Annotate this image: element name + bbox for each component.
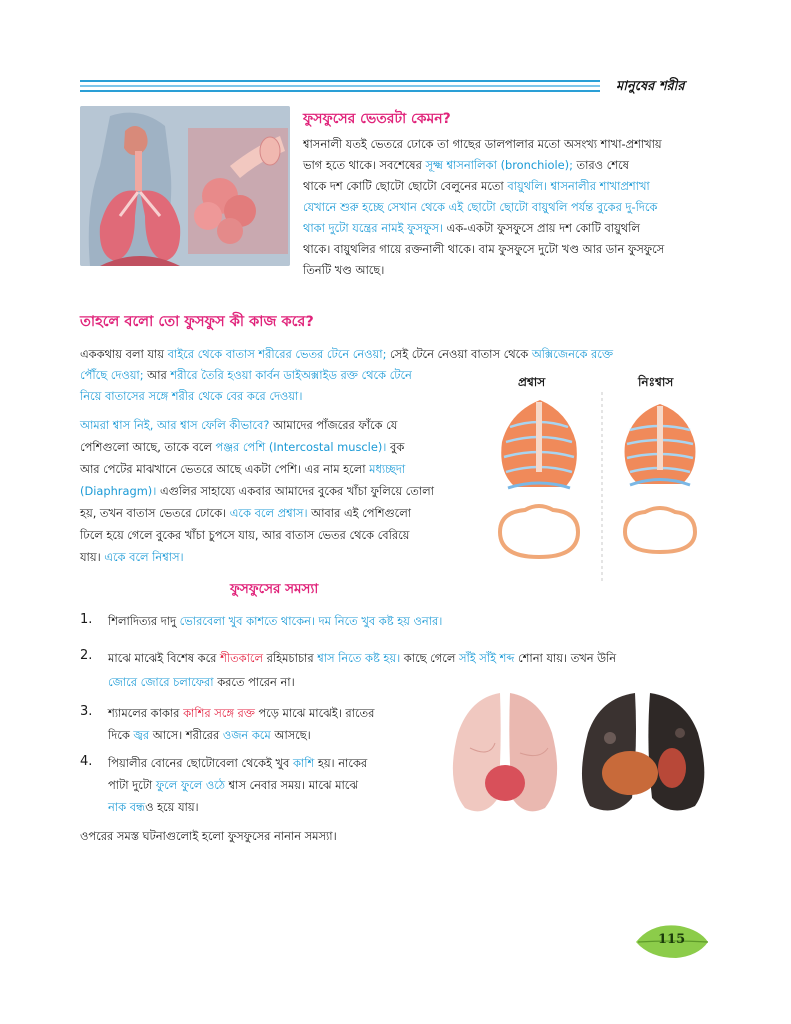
- text-span: থাকে দশ কোটি ছোটো ছোটো বেলুনের মতো: [303, 179, 508, 193]
- text-line: [303, 155, 723, 176]
- text-span: দিকে: [108, 728, 134, 742]
- highlighted-term: শ্বাস নিতে কষ্ট হয়।: [317, 651, 401, 665]
- text-span: আসে। শরীরের: [149, 728, 223, 742]
- text-span: শ্বাস নেবার সময়। মাঝে মাঝে: [224, 778, 358, 792]
- text-line: [303, 176, 723, 197]
- text-line: [80, 502, 480, 524]
- text-span: এককথায় বলা যায়: [80, 347, 168, 361]
- highlighted-term: সাঁই সাঁই শব্দ: [458, 651, 515, 665]
- highlighted-term: আমরা শ্বাস নিই, আর শ্বাস ফেলি কীভাবে?: [80, 418, 270, 432]
- text-span: পাটা দুটো: [108, 778, 156, 792]
- inhale-label: প্রশ্বাস: [518, 375, 546, 389]
- text-span: শ্যামলের কাকার: [108, 706, 184, 720]
- header-rule: [80, 80, 600, 96]
- text-line: [108, 724, 374, 746]
- text-line: [80, 480, 480, 502]
- ribcage-inhale: [500, 400, 578, 557]
- text-line: [80, 546, 480, 568]
- section2-body: [80, 414, 480, 568]
- text-span: রহিমচাচার: [262, 651, 318, 665]
- highlighted-term: যেখানে শুরু হচ্ছে সেখান থেকে এই ছোটো ছোটো বায়ুথলি পর্যন্ত বুকের দু-দিকে: [303, 200, 658, 214]
- list-number: 2.: [80, 648, 93, 663]
- text-span: আর: [143, 368, 171, 382]
- text-line: [303, 218, 723, 239]
- text-span: হয়। নাকের: [314, 756, 368, 770]
- highlighted-term: সূক্ষ্ম শ্বাসনালিকা (bronchiole);: [425, 158, 573, 172]
- text-line: [108, 610, 442, 632]
- text-span: যায়।: [80, 550, 105, 564]
- list-item-text: [108, 610, 442, 632]
- text-span: শোনা যায়। তখন উনি: [514, 651, 617, 665]
- highlighted-term: বায়ুথলি।: [507, 179, 547, 193]
- text-span: তিনটি খণ্ড আছে।: [303, 263, 385, 277]
- highlighted-term: নাক বন্ধ: [108, 800, 146, 814]
- highlighted-term: পঞ্জর পেশি (Intercostal muscle)।: [215, 440, 387, 454]
- text-span: ভাগ হতে থাকে। সবশেষের: [303, 158, 426, 172]
- list-item-text: [108, 646, 616, 694]
- section1-paragraph: [303, 134, 723, 281]
- highlighted-term: ভোরবেলা খুব কাশতে থাকেন।: [179, 614, 315, 628]
- highlighted-term: শীতকালে: [220, 651, 263, 665]
- conclusion-text: ওপরের সমস্ত ঘটনাগুলোই হলো ফুসফুসের নানান সমস্যা।: [80, 829, 337, 843]
- text-line: [108, 774, 367, 796]
- highlighted-term: জোরে জোরে চলাফেরা: [108, 675, 214, 689]
- text-span: আর পেটের মাঝখানে ভেতরে আছে একটা পেশি। এর নাম হলো: [80, 462, 370, 476]
- text-span: আবার এই পেশিগুলো: [307, 506, 411, 520]
- text-span: সেই টেনে নেওয়া বাতাস থেকে: [386, 347, 532, 361]
- highlighted-term: কাশির সঙ্গে রক্ত: [183, 706, 255, 720]
- text-span: ও হয়ে যায়।: [145, 800, 199, 814]
- highlighted-term: ফুলে ফুলে ওঠে: [155, 778, 225, 792]
- text-line: [80, 344, 730, 365]
- highlighted-term: বাইরে থেকে বাতাস শরীরের ভেতর টেনে নেওয়া;: [167, 347, 387, 361]
- text-span: শ্বাসনালী যতই ভেতরে ঢোকে তা গাছের ডালপালার মতো অসংখ্য শাখা-প্রশাখায়: [303, 137, 662, 151]
- ribcage-exhale: [625, 404, 696, 552]
- text-span: কাছে গেলে: [400, 651, 459, 665]
- page-number-badge: [632, 920, 712, 962]
- exhale-label: নিঃশ্বাস: [638, 375, 674, 389]
- healthy-vs-diseased-lungs-photo: [440, 688, 730, 818]
- text-line: [80, 436, 480, 458]
- highlighted-term: শ্বাসনালীর শাখাপ্রশাখা: [546, 179, 650, 193]
- text-span: তারও শেষে: [572, 158, 629, 172]
- text-line: [108, 702, 374, 724]
- text-span: শিলাদিত্যর দাদু: [108, 614, 180, 628]
- list-item-text: [108, 702, 374, 746]
- breathing-figure: [480, 372, 725, 587]
- section1-lines: [303, 134, 723, 281]
- highlighted-term: একে বলে প্রশ্বাস।: [229, 506, 308, 520]
- highlighted-term: ওজন কমে: [222, 728, 271, 742]
- highlighted-term: থাকা দুটো যন্ত্রের নামই ফুসফুস।: [303, 221, 443, 235]
- text-line: [108, 796, 367, 818]
- text-span: থাকে। বায়ুথলির গায়ে রক্তনালী থাকে। বাম ফুসফুসে দুটো খণ্ড আর ডান ফুসফুসে: [303, 242, 665, 256]
- text-line: [108, 646, 616, 670]
- text-span: পড়ে মাঝে মাঝেই। রাতের: [254, 706, 375, 720]
- highlighted-term: দম নিতে খুব কষ্ট হয় ওনার।: [318, 614, 443, 628]
- section-heading-lung-interior: ফুসফুসের ভেতরটা কেমন?: [303, 111, 451, 127]
- highlighted-term: নিয়ে বাতাসের সঙ্গে শরীর থেকে বের করে দেওয়া।: [80, 389, 303, 403]
- highlighted-term: অক্সিজেনকে রক্তে: [531, 347, 613, 361]
- highlighted-term: জ্বর: [133, 728, 150, 742]
- text-span: মাঝে মাঝেই বিশেষ করে: [108, 651, 221, 665]
- text-line: [108, 752, 367, 774]
- list-number: 3.: [80, 704, 93, 719]
- diseased-lung-image: [582, 693, 704, 811]
- text-line: [303, 197, 723, 218]
- list-item-text: [108, 752, 367, 818]
- text-line: [303, 260, 723, 281]
- text-span: এক-একটা ফুসফুসে প্রায় দশ কোটি বায়ুথলি: [442, 221, 640, 235]
- text-line: [303, 239, 723, 260]
- text-line: [80, 458, 480, 480]
- text-span: করতে পারেন না।: [213, 675, 295, 689]
- section-heading-lung-problems: ফুসফুসের সমস্যা: [230, 581, 319, 597]
- highlighted-term: কাশি: [292, 756, 315, 770]
- text-line: [303, 134, 723, 155]
- highlighted-term: শরীরে তৈরি হওয়া কার্বন ডাইঅক্সাইড রক্ত থেকে টেনে: [170, 368, 412, 382]
- text-span: আসছে।: [270, 728, 311, 742]
- text-line: [80, 414, 480, 436]
- text-span: ঢিলে হয়ে গেলে বুকের খাঁচা চুপসে যায়, আর বাতাস ভেতর থেকে বেরিয়ে: [80, 528, 410, 542]
- healthy-lung-image: [453, 693, 557, 811]
- page-number: 115: [658, 932, 686, 947]
- text-span: পিয়ালীর বোনের ছোটোবেলা থেকেই খুব: [108, 756, 293, 770]
- highlighted-term: (Diaphragm)।: [80, 484, 157, 498]
- text-span: বুক: [386, 440, 405, 454]
- text-span: এগুলির সাহায্যে একবার আমাদের বুকের খাঁচা ফুলিয়ে তোলা: [156, 484, 434, 498]
- text-line: [80, 524, 480, 546]
- section-heading-lung-function: তাহলে বলো তো ফুসফুস কী কাজ করে?: [80, 314, 314, 330]
- list-number: 4.: [80, 754, 93, 769]
- chapter-title: মানুষের শরীর: [616, 79, 685, 94]
- highlighted-term: একে বলে নিশ্বাস।: [104, 550, 184, 564]
- text-span: পেশিগুলো আছে, তাকে বলে: [80, 440, 216, 454]
- highlighted-term: মধ্যচ্ছদা: [369, 462, 406, 476]
- respiratory-system-figure: [80, 106, 290, 266]
- section2-body-lines: [80, 414, 480, 568]
- highlighted-term: পৌঁছে দেওয়া;: [80, 368, 144, 382]
- text-span: আমাদের পাঁজরের ফাঁকে যে: [269, 418, 398, 432]
- text-span: হয়, তখন বাতাস ভেতরে ঢোকে।: [80, 506, 230, 520]
- list-number: 1.: [80, 612, 93, 627]
